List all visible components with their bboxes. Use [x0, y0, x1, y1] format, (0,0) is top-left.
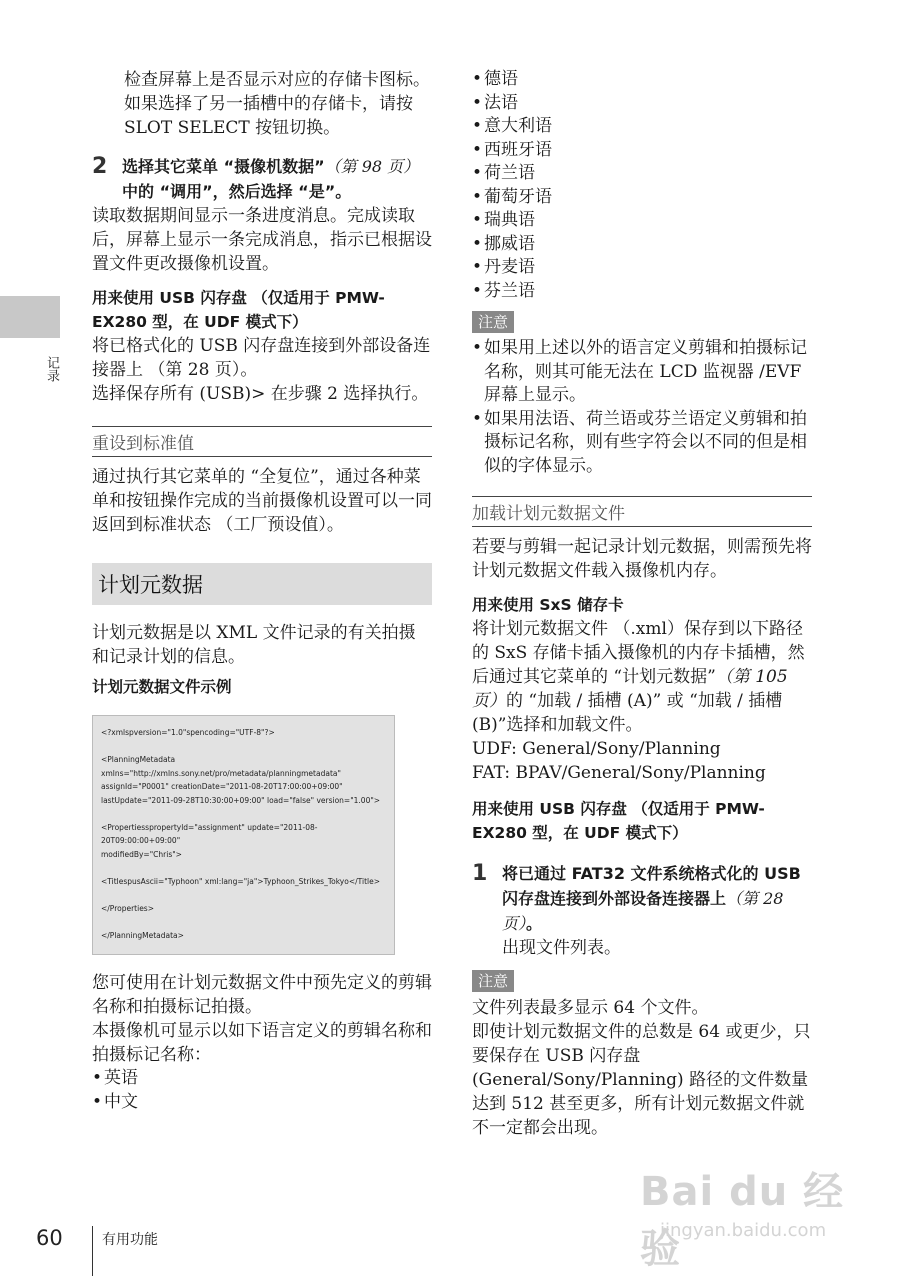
- note-badge: 注意: [472, 311, 514, 333]
- list-item: • 西班牙语: [472, 139, 812, 163]
- step-1-body: 出现文件列表。: [502, 938, 621, 958]
- watermark-url: jingyan.baidu.com: [660, 1220, 827, 1241]
- step-text-b: 中的 “调用”，然后选择 “是”。: [122, 182, 352, 201]
- sxs-body: [472, 617, 812, 737]
- page-number: 60: [36, 1226, 63, 1250]
- note2-body-2: 即使计划元数据文件的总数是 64 或更少，只要保存在 USB 闪存盘 (General/Sony/Planning) 路径的文件数量达到 512 甚至更多，所有计划元数据文件就不一定都会出现。: [472, 1022, 811, 1138]
- step-2: [92, 154, 432, 204]
- list-item: • 法语: [472, 92, 812, 116]
- note-list: [472, 337, 812, 478]
- list-item: • 中文: [92, 1091, 432, 1115]
- code-block: [101, 875, 386, 889]
- chapter-label: 记录: [44, 356, 59, 382]
- usb-body-1: 将已格式化的 USB 闪存盘连接到外部设备连接器上 （第 28 页）。: [92, 336, 431, 380]
- code-line: assignId="P0001" creationDate="2011-08-20T17:00:00+09:00": [101, 782, 343, 791]
- sxs-body-a: 将计划元数据文件 （.xml）保存到以下路径的 SxS 存储卡插入摄像机的内存卡插槽，然后通过其它菜单的 “计划元数据”: [472, 619, 805, 687]
- step-1: [472, 861, 812, 936]
- metadata-example-heading: 计划元数据文件示例: [92, 678, 232, 696]
- note-badge-2: 注意: [472, 970, 514, 992]
- list-item: • 丹麦语: [472, 256, 812, 280]
- list-item: • 芬兰语: [472, 280, 812, 304]
- usb-body-2: 选择保存所有 (USB)> 在步骤 2 选择执行。: [92, 384, 429, 404]
- list-item: • 挪威语: [472, 233, 812, 257]
- code-block: [101, 929, 386, 943]
- code-block: [101, 753, 386, 807]
- step-text-b: 。: [526, 914, 543, 933]
- code-line: modifiedBy="Chris">: [101, 849, 182, 859]
- code-line: <Propertiesspropertyld="assignment" update="2011-08-20T09:00:00+09:00": [101, 822, 318, 845]
- after-code-2: 本摄像机可显示以如下语言定义的剪辑名称和拍摄标记名称：: [92, 1021, 432, 1065]
- usb-subhead: 用来使用 USB 闪存盘 （仅适用于 PMW-EX280 型，在 UDF 模式下）: [92, 289, 385, 331]
- metadata-heading: 计划元数据: [92, 563, 432, 605]
- list-item: • 荷兰语: [472, 162, 812, 186]
- footer-divider: [92, 1226, 93, 1276]
- list-item: • 意大利语: [472, 115, 812, 139]
- sxs-body-b: 的 “加载 / 插槽 (A)” 或 “加载 / 插槽 (B)”选择和加载文件。: [472, 691, 783, 735]
- chapter-tab: [0, 296, 60, 338]
- step-number: 2: [92, 154, 108, 179]
- page-ref: （第 28 页）: [502, 889, 784, 933]
- sxs-subhead: 用来使用 SxS 储存卡: [472, 596, 624, 614]
- code-block: [101, 821, 386, 862]
- right-column: [472, 68, 812, 1140]
- list-item: • 葡萄牙语: [472, 186, 812, 210]
- load-heading: 加载计划元数据文件: [472, 496, 812, 527]
- left-column: [92, 68, 432, 1114]
- step-text-a: 将已通过 FAT32 文件系统格式化的 USB 闪存盘连接到外部设备连接器上: [502, 864, 801, 908]
- list-item: • 英语: [92, 1067, 432, 1091]
- load-body: 若要与剪辑一起记录计划元数据，则需预先将计划元数据文件载入摄像机内存。: [472, 537, 812, 581]
- step-number: 1: [472, 861, 488, 886]
- footer-title: 有用功能: [102, 1232, 158, 1248]
- metadata-body: 计划元数据是以 XML 文件记录的有关拍摄和记录计划的信息。: [92, 623, 416, 667]
- code-line: <PlanningMetadata: [101, 755, 176, 764]
- list-item: • 德语: [472, 68, 812, 92]
- code-line: <?xmlspversion="1.0"spencoding="UTF-8"?>: [101, 728, 275, 737]
- intro-paragraph: 检查屏幕上是否显示对应的存储卡图标。如果选择了另一插槽中的存储卡，请按 SLOT SELECT 按钮切换。: [124, 70, 430, 138]
- watermark: [640, 1160, 880, 1270]
- language-list-right: [472, 68, 812, 303]
- usb-subhead-right: 用来使用 USB 闪存盘 （仅适用于 PMW-EX280 型，在 UDF 模式下）: [472, 800, 765, 842]
- language-list-left: [92, 1067, 432, 1114]
- code-line: </Properties>: [101, 903, 154, 913]
- watermark-logo: Bai du 经验: [640, 1169, 845, 1272]
- reset-heading: 重设到标准值: [92, 426, 432, 457]
- code-line: lastUpdate="2011-09-28T10:30:00+09:00" load="false" version="1.00">: [101, 795, 381, 805]
- code-block: [101, 902, 386, 916]
- step-text: [122, 154, 432, 204]
- code-line: xmlns="http://xmlns.sony.net/pro/metadata/planningmetadata": [101, 768, 341, 778]
- step-text-a: 选择其它菜单 “摄像机数据”: [122, 157, 325, 176]
- path-fat: FAT: BPAV/General/Sony/Planning: [472, 763, 766, 783]
- reset-body: 通过执行其它菜单的 “全复位”，通过各种菜单和按钮操作完成的当前摄像机设置可以一同返回到标准状态 （工厂预设值）。: [92, 467, 432, 535]
- list-item: • 瑞典语: [472, 209, 812, 233]
- list-item: • 如果用法语、荷兰语或芬兰语定义剪辑和拍摄标记名称，则有些字符会以不同的但是相似的字体显示。: [472, 408, 812, 479]
- page-ref: （第 105 页）: [472, 667, 788, 711]
- code-line: <TitlespusAscii="Typhoon" xml:lang="ja">Typhoon_Strikes_Tokyo</Title>: [101, 876, 381, 886]
- code-line: </PlanningMetadata>: [101, 930, 184, 940]
- list-item: • 如果用上述以外的语言定义剪辑和拍摄标记名称，则其可能无法在 LCD 监视器 /EVF 屏幕上显示。: [472, 337, 812, 408]
- step-text: [502, 861, 812, 936]
- xml-code-box: [92, 715, 395, 955]
- after-code-1: 您可使用在计划元数据文件中预先定义的剪辑名称和拍摄标记拍摄。: [92, 973, 432, 1017]
- path-udf: UDF: General/Sony/Planning: [472, 739, 721, 759]
- page-ref: （第 98 页）: [324, 157, 420, 176]
- step-2-body: 读取数据期间显示一条进度消息。完成读取后，屏幕上显示一条完成消息，指示已根据设置文件更改摄像机设置。: [92, 206, 432, 274]
- code-block: [101, 726, 386, 740]
- note2-body-1: 文件列表最多显示 64 个文件。: [472, 998, 709, 1018]
